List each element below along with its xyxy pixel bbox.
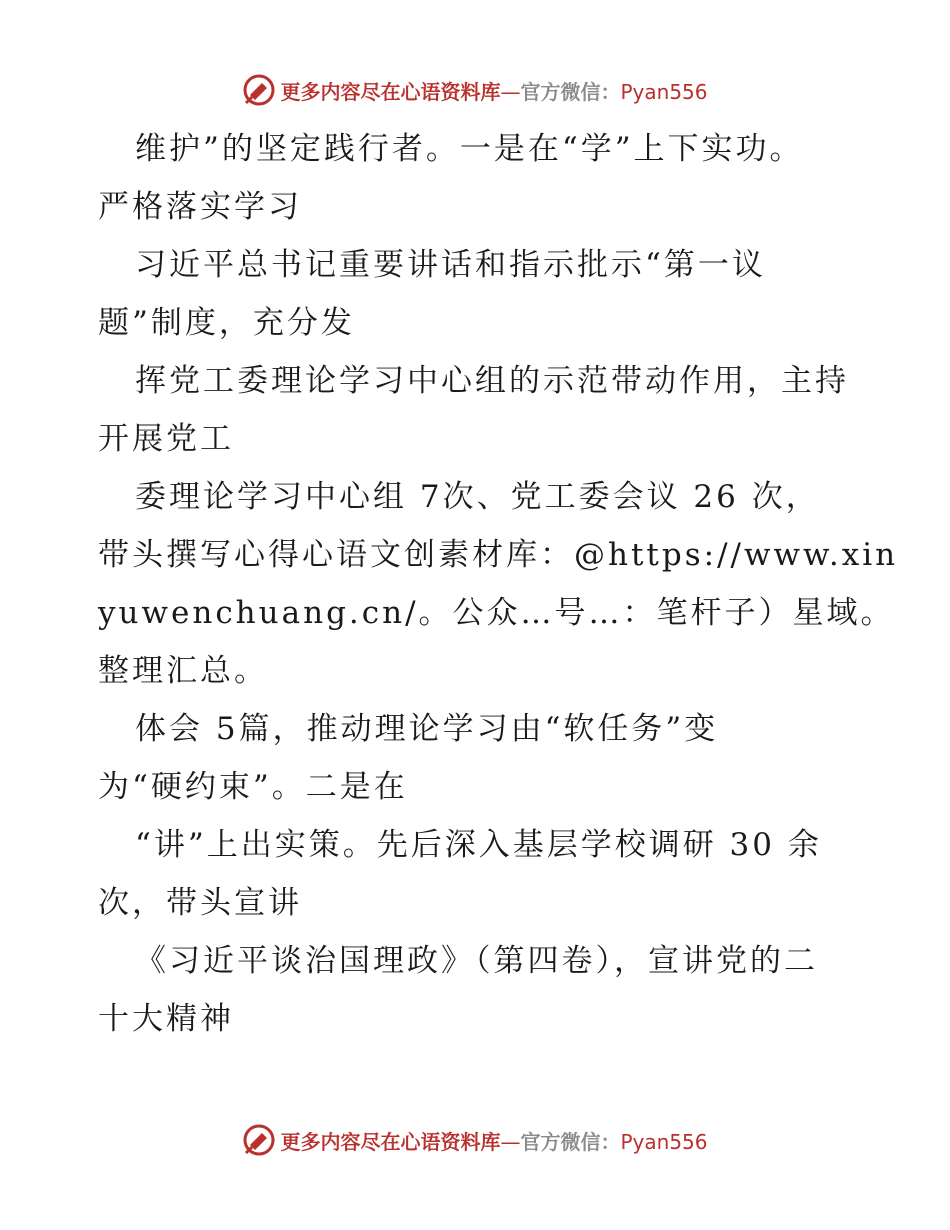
body-line: 次，带头宣讲: [98, 885, 302, 921]
watermark-wechat-id: Pyan556: [620, 79, 708, 104]
body-line: 严格落实学习: [98, 189, 302, 225]
body-line: 开展党工: [98, 421, 234, 457]
body-line: 体会 5篇，推动理论学习由“软任务”变: [135, 711, 719, 747]
watermark-separator: —: [500, 79, 521, 104]
watermark-text: [280, 1126, 707, 1155]
body-line: 整理汇总。: [98, 653, 268, 689]
body-line: 十大精神: [98, 1001, 234, 1037]
watermark-separator: —: [500, 1129, 521, 1154]
body-line: 《习近平谈治国理政》（第四卷），宣讲党的二: [135, 943, 818, 979]
body-line: 挥党工委理论学习中心组的示范带动作用，主持: [135, 363, 849, 399]
watermark-wechat-label: 官方微信：: [520, 1129, 621, 1154]
body-line: 题”制度，充分发: [98, 305, 355, 341]
body-line: 为“硬约束”。二是在: [98, 769, 408, 805]
pen-nib-logo-icon: [242, 73, 276, 107]
pen-nib-logo-icon: [242, 1123, 276, 1157]
body-line: 带头撰写心得心语文创素材库：@https://www.xin: [98, 537, 899, 573]
watermark-wechat-id: Pyan556: [620, 1129, 708, 1154]
watermark-wechat-label: 官方微信：: [520, 79, 621, 104]
watermark-banner-top: [0, 70, 950, 110]
watermark-banner-bottom: [0, 1120, 950, 1160]
watermark-site: 更多内容尽在心语资料库: [280, 79, 501, 104]
document-body: [98, 120, 899, 1048]
watermark-text: [280, 76, 707, 105]
body-line: 委理论学习中心组 7次、党工委会议 26 次，: [135, 479, 820, 515]
body-line: “讲”上出实策。先后深入基层学校调研 30 余: [135, 827, 822, 863]
body-line: yuwenchuang.cn/。公众…号…：笔杆子）星域。: [98, 595, 895, 631]
watermark-site: 更多内容尽在心语资料库: [280, 1129, 501, 1154]
body-line: 习近平总书记重要讲话和指示批示“第一议: [135, 247, 766, 283]
body-line: 维护”的坚定践行者。一是在“学”上下实功。: [135, 131, 804, 167]
